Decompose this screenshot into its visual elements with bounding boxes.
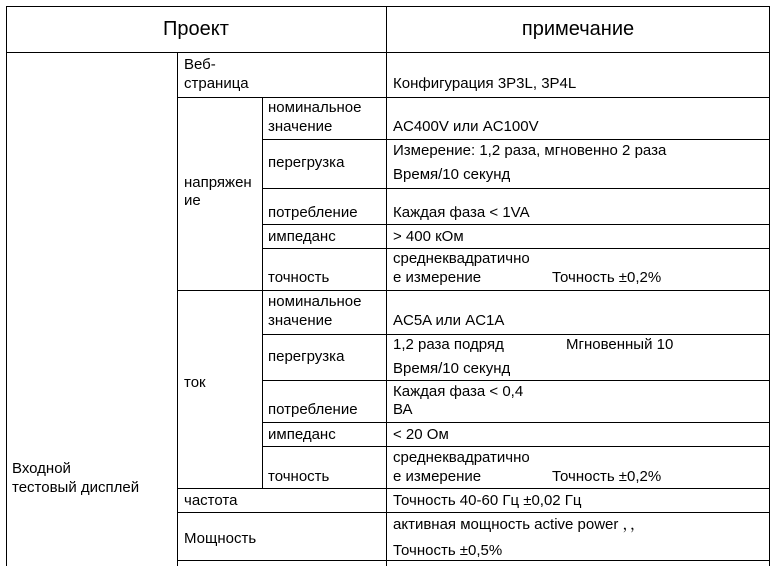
current-consumption-note: ВА <box>393 401 413 418</box>
voltage-overload-label: перегрузка <box>268 154 345 171</box>
row-divider <box>262 188 770 189</box>
current-label: ток <box>184 374 206 391</box>
web-page-label: страница <box>184 75 249 92</box>
input-test-display-label: Входной <box>12 460 71 477</box>
voltage-accuracy-label: точность <box>268 269 330 286</box>
input-test-display-label: тестовый дисплей <box>12 479 140 496</box>
row-divider <box>177 560 770 561</box>
column-divider <box>177 52 178 566</box>
current-consumption-note: Каждая фаза < 0,4 <box>393 383 524 400</box>
voltage-impedance-note: > 400 кОм <box>393 228 464 245</box>
voltage-label: ие <box>184 192 201 209</box>
row-divider <box>262 224 770 225</box>
column-divider <box>386 6 387 566</box>
voltage-label: напряжен <box>184 174 252 191</box>
voltage-overload-note: Измерение: 1,2 раза, мгновенно 2 раза <box>393 142 667 159</box>
voltage-accuracy-note: е измерение <box>393 269 482 286</box>
power-note: Точность ±0,5% <box>393 542 503 559</box>
frequency-note: Точность 40-60 Гц ±0,02 Гц <box>393 492 582 509</box>
current-accuracy-note: среднеквадратично <box>393 449 530 466</box>
power-note: активная мощность active power ，， <box>393 516 646 533</box>
row-divider <box>262 380 770 381</box>
current-overload-label: перегрузка <box>268 348 345 365</box>
current-impedance-note: < 20 Ом <box>393 426 449 443</box>
table-border-top <box>6 6 770 7</box>
current-accuracy-note: е измерение <box>393 468 482 485</box>
current-consumption-label: потребление <box>268 401 358 418</box>
table-border-left <box>6 6 7 566</box>
row-divider <box>262 139 770 140</box>
voltage-consumption-label: потребление <box>268 204 358 221</box>
row-divider <box>262 422 770 423</box>
web-page-note: Конфигурация 3P3L, 3P4L <box>393 75 577 92</box>
row-divider <box>177 290 770 291</box>
current-overload-note: Мгновенный 10 <box>566 336 674 353</box>
web-page-label: Веб- <box>184 56 216 73</box>
voltage-accuracy-value: Точность ±0,2% <box>552 269 662 286</box>
voltage-consumption-note: Каждая фаза < 1VA <box>393 204 530 221</box>
voltage-nominal-note: AC400V или AC100V <box>393 118 539 135</box>
header-divider <box>6 52 770 53</box>
header-project: Проект <box>163 18 229 40</box>
current-overload-note: 1,2 раза подряд <box>393 336 504 353</box>
power-label: Мощность <box>184 530 257 547</box>
current-overload-note: Время/10 секунд <box>393 360 511 377</box>
voltage-nominal-label: значение <box>268 118 333 135</box>
current-impedance-label: импеданс <box>268 426 336 443</box>
voltage-accuracy-note: среднеквадратично <box>393 250 530 267</box>
row-divider <box>262 334 770 335</box>
row-divider <box>262 446 770 447</box>
current-accuracy-value: Точность ±0,2% <box>552 468 662 485</box>
column-divider <box>262 97 263 488</box>
header-note: примечание <box>521 18 635 40</box>
row-divider <box>177 97 770 98</box>
row-divider <box>177 488 770 489</box>
frequency-label: частота <box>184 492 238 509</box>
voltage-nominal-label: номинальное <box>268 99 362 116</box>
table-border-right <box>769 6 770 566</box>
current-nominal-label: значение <box>268 312 333 329</box>
voltage-impedance-label: импеданс <box>268 228 336 245</box>
current-nominal-note: AC5A или AC1A <box>393 312 505 329</box>
row-divider <box>177 512 770 513</box>
current-nominal-label: номинальное <box>268 293 362 310</box>
current-accuracy-label: точность <box>268 468 330 485</box>
voltage-overload-note: Время/10 секунд <box>393 166 511 183</box>
